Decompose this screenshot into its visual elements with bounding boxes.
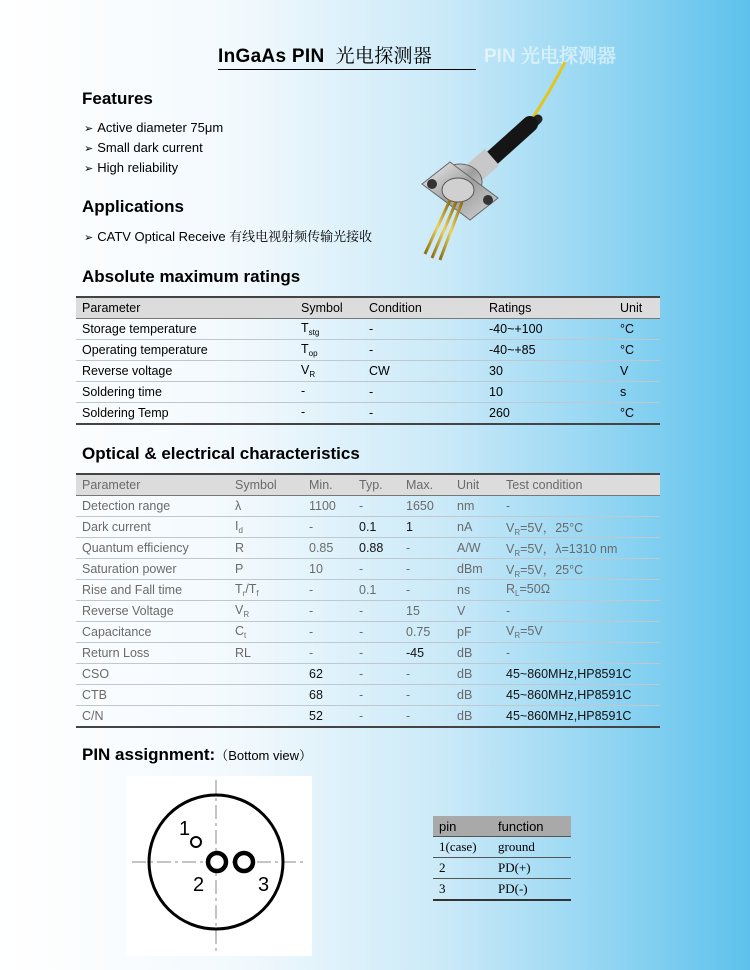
- pin-function-table: [433, 816, 571, 901]
- table-row: Detection range λ 1100 - 1650 nm -: [76, 496, 660, 517]
- optical-characteristics-heading: Optical & electrical characteristics: [82, 444, 360, 463]
- table-row: CSO 62 - - dB 45~860MHz,HP8591C: [76, 664, 660, 685]
- pin-2-icon: [208, 853, 226, 871]
- feature-item: ➢ Small dark current: [84, 140, 203, 155]
- table-row: Quantum efficiency R 0.85 0.88 - A/W $V_R=5V$，λ=1310 nm: [76, 538, 660, 559]
- arrow-bullet-icon: ➢: [84, 163, 94, 175]
- table-row: Capacitance $C_t$ - - 0.75 pF $V_R=5V$: [76, 622, 660, 643]
- table-row: Rise and Fall time $T_r/T_f$ - 0.1 - ns $R_L=50\Omega$: [76, 580, 660, 601]
- pin-1-icon: [191, 837, 201, 847]
- table-header-row: Parameter Symbol Condition Ratings Unit: [76, 297, 660, 319]
- table-row: CTB 68 - - dB 45~860MHz,HP8591C: [76, 685, 660, 706]
- abs-ratings-table: [76, 296, 660, 425]
- table-row: Return Loss RL - - -45 dB -: [76, 643, 660, 664]
- features-list: [84, 118, 223, 178]
- table-row: Soldering time - - 10 s: [76, 382, 660, 403]
- table-row: C/N 52 - - dB 45~860MHz,HP8591C: [76, 706, 660, 728]
- arrow-bullet-icon: ➢: [84, 143, 94, 155]
- abs-ratings-heading: Absolute maximum ratings: [82, 267, 301, 286]
- table-row: Storage temperature $T_{stg}$ - -40~+100 °C: [76, 319, 660, 340]
- pin-label: 2: [193, 874, 205, 896]
- arrow-bullet-icon: ➢: [84, 123, 94, 135]
- application-item: ➢ CATV Optical Receive 有线电视射频传输光接收: [84, 229, 373, 244]
- title-watermark: PIN 光电探测器: [484, 46, 616, 67]
- table-row: Operating temperature $T_{op}$ - -40~+85 °C: [76, 340, 660, 361]
- table-row: Reverse voltage $V_R$ CW 30 V: [76, 361, 660, 382]
- pin-assignment-heading: PIN assignment:（Bottom view）: [82, 745, 313, 764]
- features-heading: Features: [82, 89, 153, 108]
- table-row: 2 PD(+): [433, 858, 571, 879]
- pin-diagram: [126, 776, 312, 956]
- photodetector-product-image: [380, 62, 580, 262]
- table-row: Reverse Voltage $V_R$ - - 15 V -: [76, 601, 660, 622]
- table-row: Dark current $I_d$ - 0.1 1 nA $V_R=5V$，25°C: [76, 517, 660, 538]
- pin-label: 1: [179, 818, 191, 840]
- table-header-row: Parameter Symbol Min. Typ. Max. Unit Test condition: [76, 474, 660, 496]
- pin-label: 3: [258, 874, 270, 896]
- table-row: 3 PD(-): [433, 879, 571, 901]
- feature-item: ➢ Active diameter 75μm: [84, 120, 224, 135]
- applications-heading: Applications: [82, 197, 185, 216]
- pin-3-icon: [235, 853, 253, 871]
- table-row: Soldering Temp - - 260 °C: [76, 403, 660, 425]
- title-cn: 光电探测器: [335, 46, 433, 67]
- pin-assignment-note: （Bottom view）: [215, 748, 313, 763]
- applications-list: [84, 227, 372, 247]
- arrow-bullet-icon: ➢: [84, 232, 94, 244]
- table-row: 1(case) ground: [433, 837, 571, 858]
- table-row: Saturation power P 10 - - dBm $V_R=5V$，25°C: [76, 559, 660, 580]
- title-en: InGaAs PIN: [218, 46, 325, 67]
- table-header-row: pin function: [433, 816, 571, 837]
- optical-characteristics-table: [76, 473, 660, 728]
- pin-bottom-view-diagram: [126, 776, 312, 956]
- feature-item: ➢ High reliability: [84, 160, 179, 175]
